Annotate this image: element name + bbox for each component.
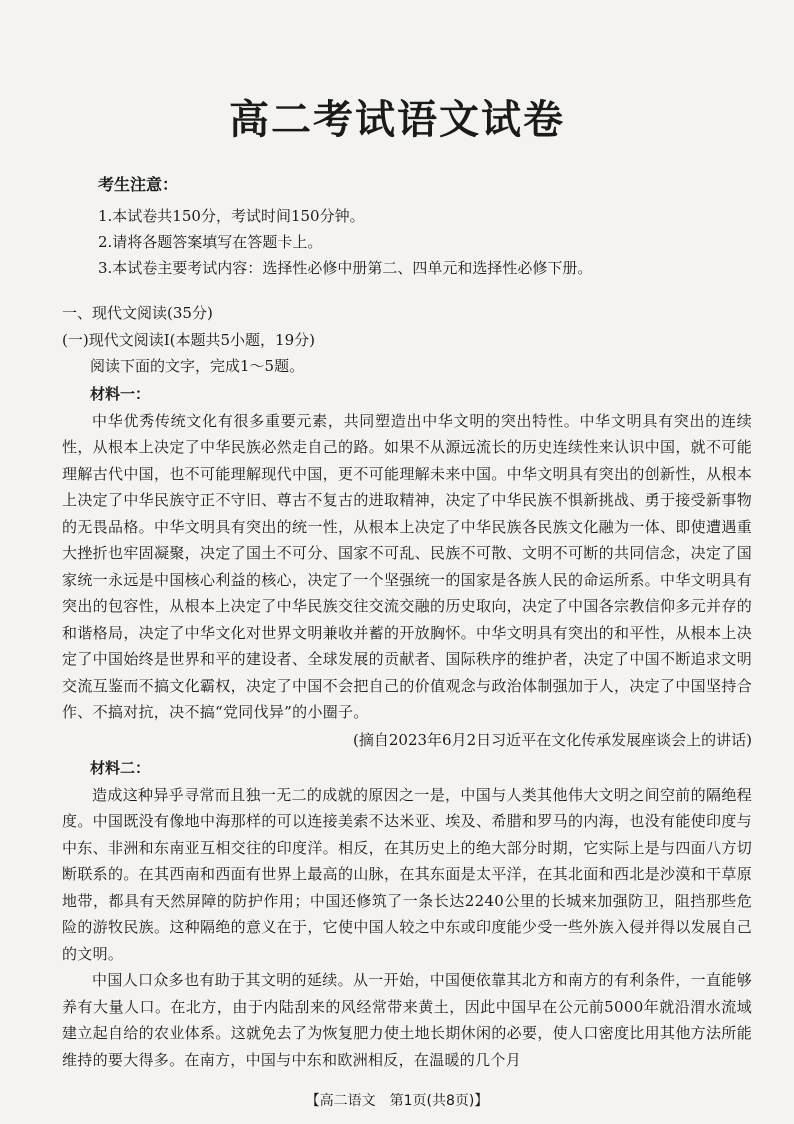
notice-item: 2.请将各题答案填写在答题卡上。 [98, 233, 323, 251]
material-1-text: 中华优秀传统文化有很多重要元素，共同塑造出中华文明的突出特性。中华文明具有突出的连续性，从根本上决定了中华民族必然走自己的路。如果不从源远流长的历史连续性来认识中国，就不可能理解古代中国，也不可能理解现代中国，更不可能理解未来中国。中华文明具有突出的创新性，从根本上决定了中华民族守正不守旧、尊古不复古的进取精神，决定了中华民族不惧新挑战、勇于接受新事物的无畏品格。中华文明具有突出的统一性，从根本上决定了中华民族各民族文化融为一体、即使遭遇重大挫折也牢固凝聚，决定了国土不可分、国家不可乱、民族不可散、文明不可断的共同信念，决定了国家统一永远是中国核心利益的核心，决定了一个坚强统一的国家是各族人民的命运所系。中华文明具有突出的包容性，从根本上决定了中华民族交往交流交融的历史取向，决定了中国各宗教信仰多元并存的和谐格局，决定了中华文化对世界文明兼收并蓄的开放胸怀。中华文明具有突出的和平性，从根本上决定了中国始终是世界和平的建设者、全球发展的贡献者、国际秩序的维护者，决定了中国不断追求文明交流互鉴而不搞文化霸权，决定了中国不会把自己的价值观念与政治体制强加于人，决定了中国坚持合作、不搞对抗，决不搞“党同伐异”的小圈子。 [62, 411, 752, 721]
candidate-notice [98, 172, 738, 281]
material-2-paragraph: 中国人口众多也有助于其文明的延续。从一开始，中国便依靠其北方和南方的有利条件，一直能够养有大量人口。在北方，由于内陆刮来的风经常带来黄土，因此中国早在公元前5000年就沿渭水流域建立起自给的农业体系。这就免去了为恢复肥力使土地长期休闲的必要，使人口密度比用其他方法所能维持的要大得多。在南方，中国与中东和欧洲相反，在温暖的几个月 [62, 971, 752, 1069]
notice-heading: 考生注意： [98, 175, 179, 194]
material-2-label: 材料二： [90, 758, 151, 777]
notice-item: 1.本试卷共150分，考试时间150分钟。 [98, 207, 365, 225]
subsection-heading: (一)现代文阅读Ⅰ(本题共5小题，19分) [62, 330, 315, 349]
reading-instruction: 阅读下面的文字，完成1～5题。 [90, 357, 305, 375]
page-title: 高二考试语文试卷 [229, 97, 565, 143]
reading-section [62, 300, 752, 1073]
material-2-paragraph: 造成这种异乎寻常而且独一无二的成就的原因之一是，中国与人类其他伟大文明之间空前的隔绝程度。中国既没有像地中海那样的可以连接美索不达米亚、埃及、希腊和罗马的内海，也没有能使印度与中东、非洲和东南亚互相交往的印度洋。相反，在其历史上的绝大部分时期，它实际上是与四面八方切断联系的。在其西南和西面有世界上最高的山脉，在其东面是太平洋，在其北面和西北是沙漠和干草原地带，都具有天然屏障的防护作用；中国还修筑了一条长达2240公里的长城来加强防卫，阻挡那些危险的游牧民族。这种隔绝的意义在于，它使中国人较之中东或印度能少受一些外族入侵并得以发展自己的文明。 [62, 785, 752, 963]
material-1-label: 材料一： [90, 384, 151, 403]
page-footer: 【高二语文 第1页(共8页)】 [305, 1093, 489, 1109]
notice-item: 3.本试卷主要考试内容：选择性必修中册第二、四单元和选择性必修下册。 [98, 259, 593, 277]
section-heading: 一、现代文阅读(35分) [62, 304, 213, 322]
material-1-source: (摘自2023年6月2日习近平在文化传承发展座谈会上的讲话) [353, 730, 752, 749]
